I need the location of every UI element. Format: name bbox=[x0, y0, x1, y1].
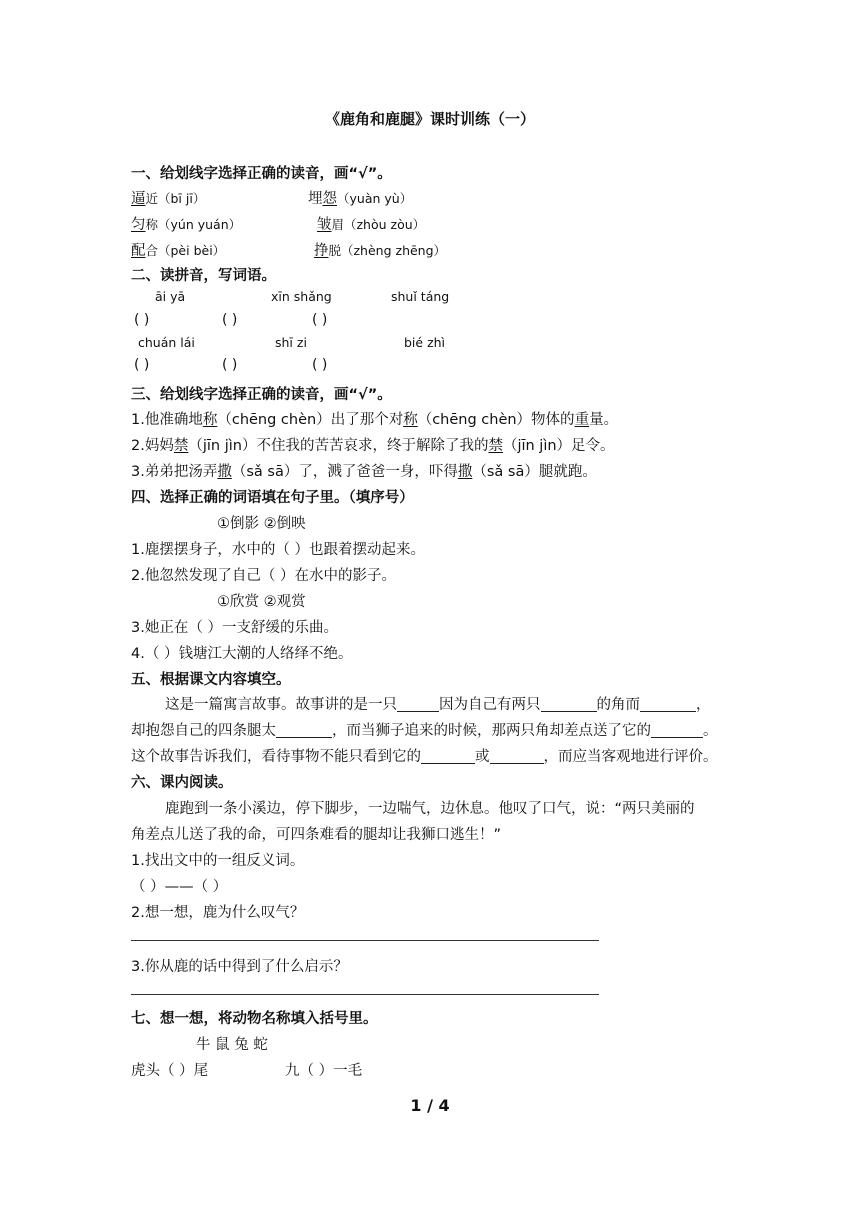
section-7-heading: 七、想一想，将动物名称填入括号里。 bbox=[131, 1011, 378, 1027]
answer-box[interactable]: ( ) bbox=[312, 357, 328, 373]
section-1-heading: 一、给划线字选择正确的读音，画“√”。 bbox=[131, 166, 392, 182]
fill-blank[interactable] bbox=[397, 696, 439, 712]
answer-line[interactable] bbox=[131, 994, 599, 995]
section-3-heading: 三、给划线字选择正确的读音，画“√”。 bbox=[131, 387, 392, 403]
pinyin-2: xīn shǎng bbox=[271, 289, 332, 304]
fill-blank[interactable] bbox=[490, 748, 544, 764]
pinyin-5: shī zi bbox=[275, 335, 307, 350]
antonym-answer[interactable]: （ ）——（ ） bbox=[131, 879, 228, 895]
passage-line-2: 角差点儿送了我的命，可四条难看的腿却让我狮口逃生！” bbox=[131, 827, 502, 843]
answer-box[interactable]: ( ) bbox=[312, 312, 328, 328]
passage-line-1: 鹿跑到一条小溪边，停下脚步，一边喘气，边休息。他叹了口气，说：“两只美丽的 bbox=[165, 801, 695, 817]
answer-line[interactable] bbox=[131, 940, 599, 941]
answer-box[interactable]: ( ) bbox=[222, 357, 238, 373]
pinyin-1: āi yā bbox=[155, 289, 186, 304]
s5-line-2: 却抱怨自己的四条腿太 ，而当狮子追来的时候，那两只角却差点送了它的 。 bbox=[131, 723, 718, 739]
s5-line-3: 这个故事告诉我们，看待事物不能只看到它的 或 ，而应当客观地进行评价。 bbox=[131, 749, 718, 765]
s4-question-3: 3.她正在（ ）一支舒缓的乐曲。 bbox=[131, 620, 338, 636]
pinyin-3: shuǐ táng bbox=[391, 289, 450, 304]
answer-box[interactable]: ( ) bbox=[134, 357, 150, 373]
answer-box[interactable]: ( ) bbox=[134, 312, 150, 328]
pinyin-4: chuán lái bbox=[138, 335, 195, 350]
page-title: 《鹿角和鹿腿》课时训练（一） bbox=[324, 110, 535, 128]
animal-options: 牛 鼠 兔 蛇 bbox=[196, 1037, 268, 1053]
s4-question-1: 1.鹿摆摆身子，水中的（ ）也跟着摆动起来。 bbox=[131, 542, 425, 558]
idiom-1[interactable]: 虎头（ ）尾 bbox=[131, 1063, 209, 1079]
s3-line-1: 1.他准确地称（chēng chèn）出了那个对称（chēng chèn）物体的重量。 bbox=[131, 412, 619, 428]
idiom-2[interactable]: 九（ ）一毛 bbox=[285, 1063, 363, 1079]
s4-question-4: 4.（ ）钱塘江大潮的人络绎不绝。 bbox=[131, 646, 353, 662]
section-6-heading: 六、课内阅读。 bbox=[131, 775, 233, 791]
fill-blank[interactable] bbox=[276, 722, 332, 738]
s1-item-3: 匀称（yún yuán） bbox=[131, 217, 242, 233]
answer-box[interactable]: ( ) bbox=[222, 312, 238, 328]
s3-line-2: 2.妈妈禁（jīn jìn）不住我的苦苦哀求，终于解除了我的禁（jīn jìn）足令。 bbox=[131, 438, 615, 454]
s3-line-3: 3.弟弟把汤弄撒（sǎ sā）了，溅了爸爸一身，吓得撒（sǎ sā）腿就跑。 bbox=[131, 464, 597, 480]
s1-item-2: 埋怨（yuàn yù） bbox=[308, 191, 413, 207]
s6-question-1: 1.找出文中的一组反义词。 bbox=[131, 853, 305, 869]
s1-item-1: 逼近（bī jī） bbox=[131, 191, 206, 207]
fill-blank[interactable] bbox=[541, 696, 597, 712]
s6-question-2: 2.想一想，鹿为什么叹气？ bbox=[131, 905, 305, 921]
section-4-heading: 四、选择正确的词语填在句子里。（填序号） bbox=[131, 490, 414, 506]
s1-item-5: 配合（pèi bèi） bbox=[131, 243, 226, 259]
section-2-heading: 二、读拼音，写词语。 bbox=[131, 268, 276, 284]
s4-question-2: 2.他忽然发现了自己（ ）在水中的影子。 bbox=[131, 568, 396, 584]
page-number: 1 / 4 bbox=[410, 1096, 450, 1115]
s5-line-1: 这是一篇寓言故事。故事讲的是一只 因为自己有两只 的角而 ， bbox=[165, 697, 711, 713]
fill-blank[interactable] bbox=[421, 748, 475, 764]
s6-question-3: 3.你从鹿的话中得到了什么启示？ bbox=[131, 959, 348, 975]
fill-blank[interactable] bbox=[651, 722, 703, 738]
options-2: ①欣赏 ②观赏 bbox=[217, 594, 306, 610]
fill-blank[interactable] bbox=[640, 696, 696, 712]
section-5-heading: 五、根据课文内容填空。 bbox=[131, 672, 291, 688]
s1-item-6: 挣脱（zhèng zhēng） bbox=[314, 243, 447, 259]
s1-item-4: 皱眉（zhòu zòu） bbox=[317, 217, 426, 233]
options-1: ①倒影 ②倒映 bbox=[217, 516, 306, 532]
pinyin-6: bié zhì bbox=[404, 335, 446, 350]
